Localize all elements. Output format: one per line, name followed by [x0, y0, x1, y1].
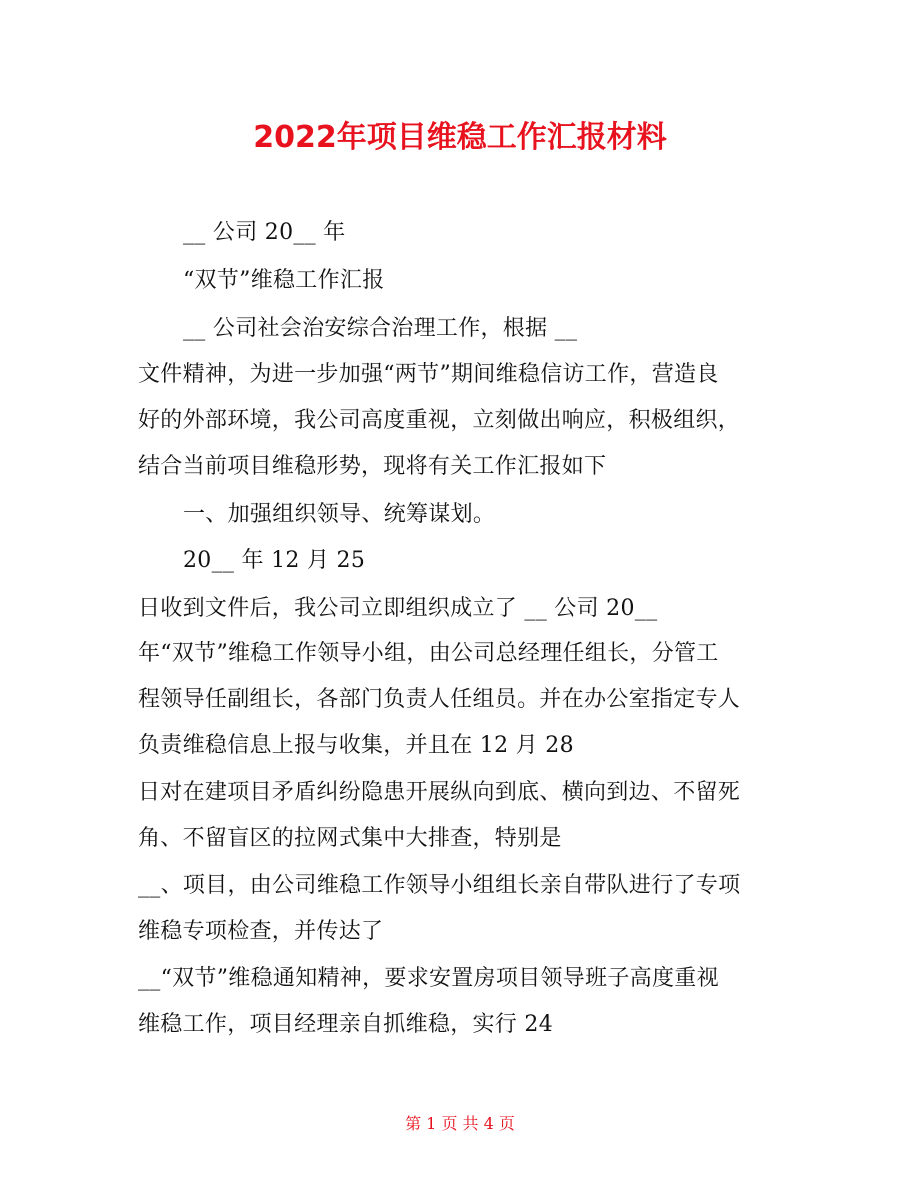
body-line-11: 程领导任副组长，各部门负责人任组员。并在办公室指定专人 [138, 687, 741, 712]
body-line-4: 文件精神，为进一步加强“两节”期间维稳信访工作，营造良 [138, 362, 719, 387]
body-line-15: __、项目，由公司维稳工作领导小组组长亲自带队进行了专项 [138, 873, 741, 898]
body-line-3: __ 公司社会治安综合治理工作，根据 __ [183, 316, 578, 341]
body-line-2: “双节”维稳工作汇报 [183, 268, 385, 293]
body-line-8: 20__ 年 12 月 25 [183, 548, 366, 573]
body-line-14: 角、不留盲区的拉网式集中大排查，特别是 [138, 826, 562, 851]
body-line-1: __ 公司 20__ 年 [183, 220, 346, 245]
page-footer: 第 1 页 共 4 页 [405, 1114, 515, 1133]
body-line-5: 好的外部环境，我公司高度重视，立刻做出响应，积极组织， [138, 408, 741, 433]
body-line-6: 结合当前项目维稳形势，现将有关工作汇报如下 [138, 454, 607, 479]
body-line-17: __“双节”维稳通知精神，要求安置房项目领导班子高度重视 [138, 966, 719, 991]
body-line-16: 维稳专项检查，并传达了 [138, 919, 384, 944]
page-title: 2022年项目维稳工作汇报材料 [253, 120, 667, 155]
body-line-18: 维稳工作，项目经理亲自抓维稳，实行 24 [138, 1012, 553, 1037]
body-line-9: 日收到文件后，我公司立即组织成立了 __ 公司 20__ [138, 596, 658, 621]
section-heading-1: 一、加强组织领导、统筹谋划。 [183, 502, 496, 527]
body-line-13: 日对在建项目矛盾纠纷隐患开展纵向到底、横向到边、不留死 [138, 780, 741, 805]
body-line-10: 年“双节”维稳工作领导小组，由公司总经理任组长，分管工 [138, 641, 719, 666]
body-line-12: 负责维稳信息上报与收集，并且在 12 月 28 [138, 733, 574, 758]
